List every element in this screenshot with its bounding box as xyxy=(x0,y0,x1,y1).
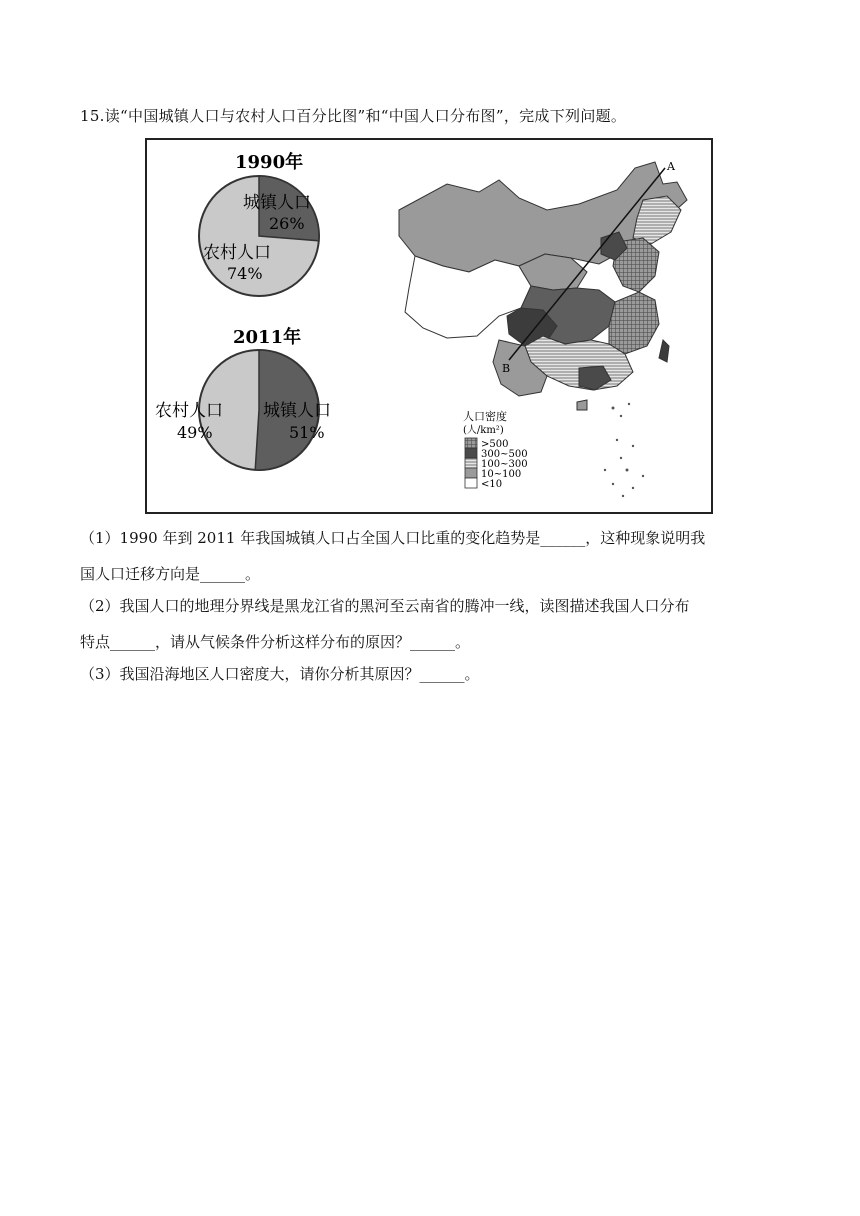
legend-swatch-100-300 xyxy=(465,458,477,468)
point-b-label: B xyxy=(502,362,511,375)
legend-swatch-500plus xyxy=(465,438,477,448)
map-legend xyxy=(463,409,528,490)
q1-line-2: 国人口迁移方向是______。 xyxy=(80,565,261,583)
legend-swatch-10-100 xyxy=(465,468,477,478)
legend-label-under-10: <10 xyxy=(481,479,503,490)
pie-1990-rural-label: 农村人口 xyxy=(203,243,271,263)
pie-1990-urban-pct: 26% xyxy=(269,214,305,233)
map-region-taiwan xyxy=(659,340,669,362)
pie-1990-rural-pct: 74% xyxy=(227,264,263,283)
q2-line-1: （2）我国人口的地理分界线是黑龙江省的黑河至云南省的腾冲一线，读图描述我国人口分布 xyxy=(80,597,690,615)
question-title: 15.读“中国城镇人口与农村人口百分比图”和“中国人口分布图”，完成下列问题。 xyxy=(80,107,627,125)
pie-2011-rural-pct: 49% xyxy=(177,423,213,442)
south-china-sea-islands xyxy=(604,403,644,497)
map-region-hainan xyxy=(577,400,587,410)
legend-swatch-300-500 xyxy=(465,448,477,458)
pie-1990-urban-label: 城镇人口 xyxy=(243,193,311,213)
pie-2011-urban-pct: 51% xyxy=(289,423,325,442)
point-a-label: A xyxy=(667,160,675,173)
china-population-map xyxy=(399,162,687,410)
legend-label-500plus: >500 xyxy=(481,439,509,450)
pie-2011-urban-label: 城镇人口 xyxy=(263,401,331,421)
legend-swatch-under-10 xyxy=(465,478,477,488)
pie-2011-rural-label: 农村人口 xyxy=(155,401,223,421)
pie-2011 xyxy=(155,326,331,470)
legend-unit: (人/km²) xyxy=(463,425,504,436)
figure-svg xyxy=(147,140,711,512)
pie-2011-year: 2011年 xyxy=(233,327,302,348)
q3-line-1: （3）我国沿海地区人口密度大，请你分析其原因？______。 xyxy=(80,665,480,683)
figure-frame xyxy=(145,138,713,514)
pie-1990-year: 1990年 xyxy=(235,152,304,173)
legend-title: 人口密度 xyxy=(463,410,507,423)
q2-line-2: 特点______，请从气候条件分析这样分布的原因？______。 xyxy=(80,633,471,651)
q1-line-1: （1）1990 年到 2011 年我国城镇人口占全国人口比重的变化趋势是______，这种现象说明我 xyxy=(80,529,706,547)
legend-label-10-100: 10~100 xyxy=(481,469,522,480)
legend-label-100-300: 100~300 xyxy=(481,459,528,470)
pie-1990 xyxy=(199,151,319,296)
legend-label-300-500: 300~500 xyxy=(481,449,528,460)
map-region-east xyxy=(609,292,659,354)
